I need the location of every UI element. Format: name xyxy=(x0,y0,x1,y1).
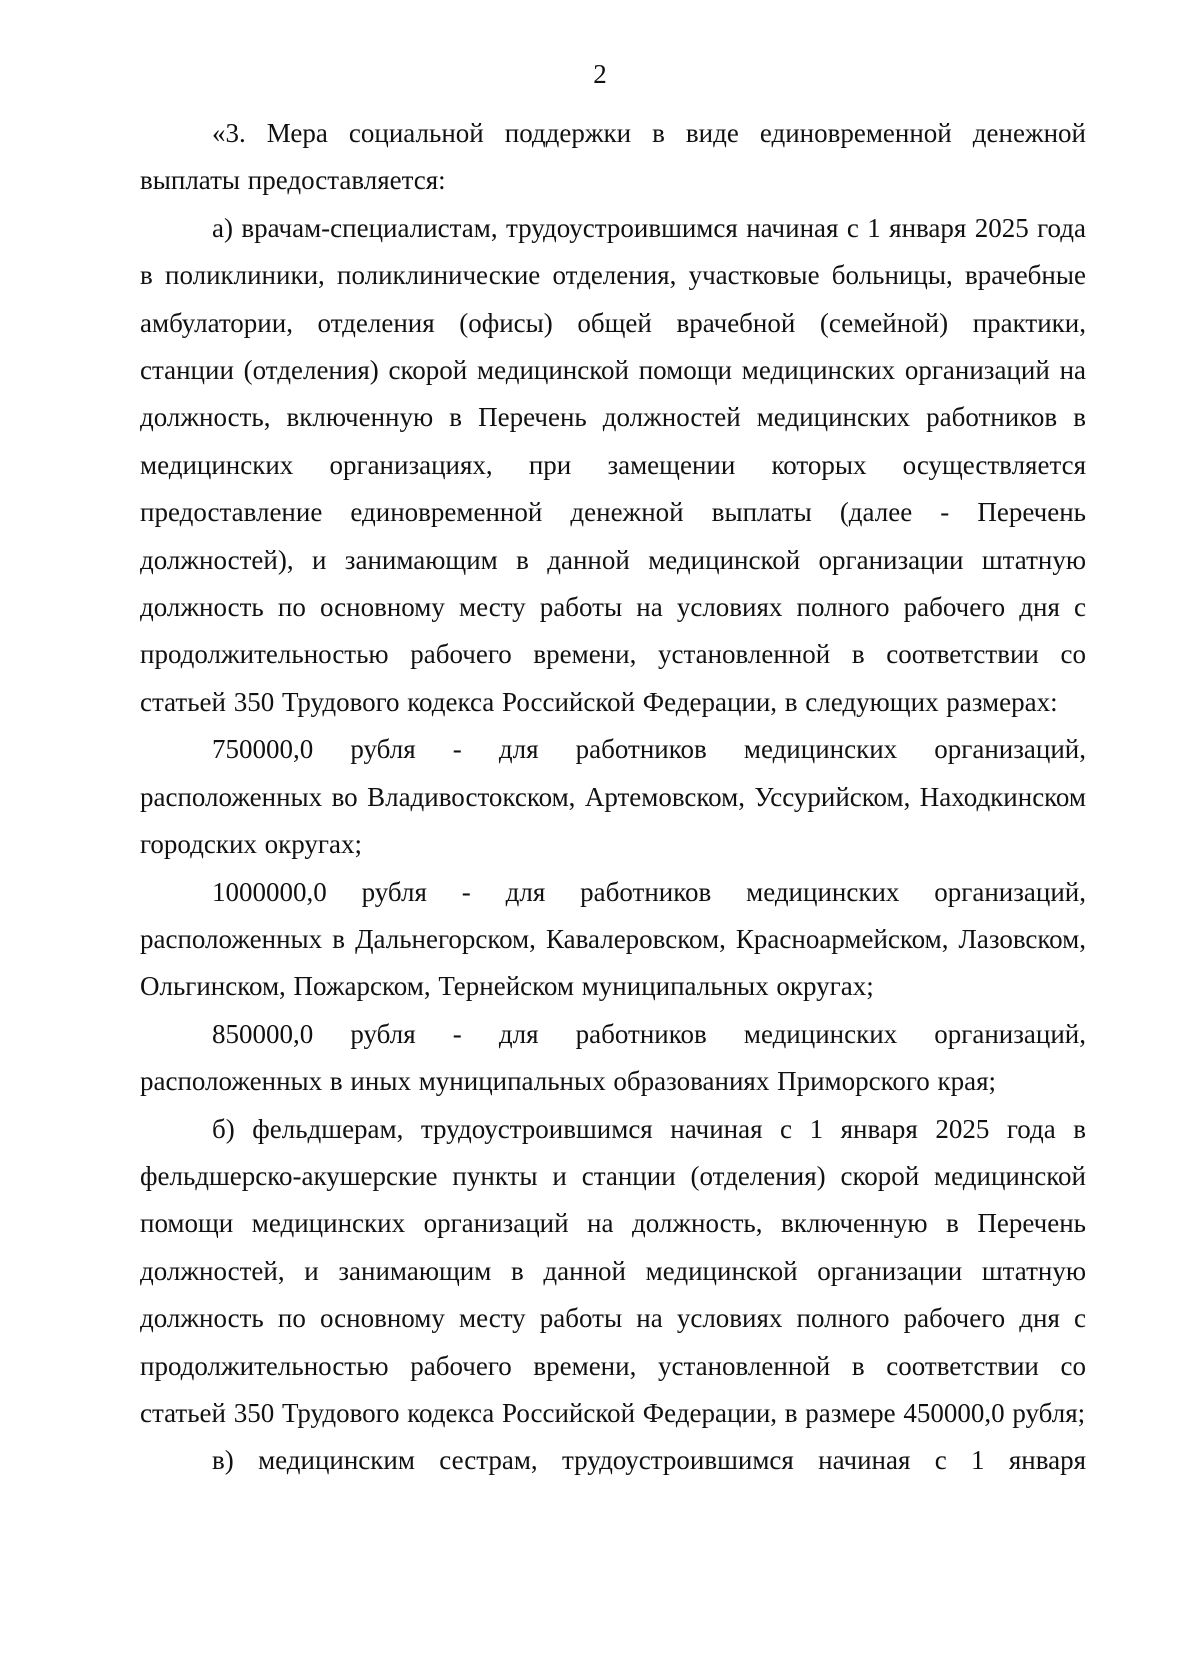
document-body xyxy=(140,110,1086,1485)
paragraph-subitem-a: а) врачам-специалистам, трудоустроившимся начиная с 1 января 2025 года в поликлиники, поликлинические отделения, участковые больницы, врачебные амбулатории, отделения (офисы) общей врачебной (семейной) практики, станции (отделения) скорой медицинской помощи медицинских организаций на должность, включенную в Перечень должностей медицинских работников в медицинских организациях, при замещении которых осуществляется предоставление единовременной денежной выплаты (далее - Перечень должностей), и занимающим в данной медицинской организации штатную должность по основному месту работы на условиях полного рабочего дня с продолжительностью рабочего времени, установленной в соответствии со статьей 350 Трудового кодекса Российской Федерации, в следующих размерах: xyxy=(140,212,1086,717)
paragraph-subitem-b: б) фельдшерам, трудоустроившимся начиная с 1 января 2025 года в фельдшерско-акушерские пункты и станции (отделения) скорой медицинской помощи медицинских организаций на должность, включенную в Перечень должностей, и занимающим в данной медицинской организации штатную должность по основному месту работы на условиях полного рабочего дня с продолжительностью рабочего времени, установленной в соответствии со статьей 350 Трудового кодекса Российской Федерации, в размере 450000,0 рубля; xyxy=(140,1113,1086,1428)
paragraph-item-3-intro: «3. Мера социальной поддержки в виде единовременной денежной выплаты предоставляется: xyxy=(140,118,1086,196)
paragraph-amount-1000000: 1000000,0 рубля - для работников медицинских организаций, расположенных в Дальнегорском, Кавалеровском, Красноармейском, Лазовском, Ольгинском, Пожарском, Тернейском муниципальных округах; xyxy=(140,876,1086,1002)
paragraph-amount-850000: 850000,0 рубля - для работников медицинских организаций, расположенных в иных муниципальных образованиях Приморского края; xyxy=(140,1018,1086,1097)
paragraph-subitem-v: в) медицинским сестрам, трудоустроившимся начиная с 1 января xyxy=(212,1445,1086,1476)
paragraph-amount-750000: 750000,0 рубля - для работников медицинских организаций, расположенных во Владивостокском, Артемовском, Уссурийском, Находкинском городских округах; xyxy=(140,734,1086,860)
page-number: 2 xyxy=(593,59,607,89)
